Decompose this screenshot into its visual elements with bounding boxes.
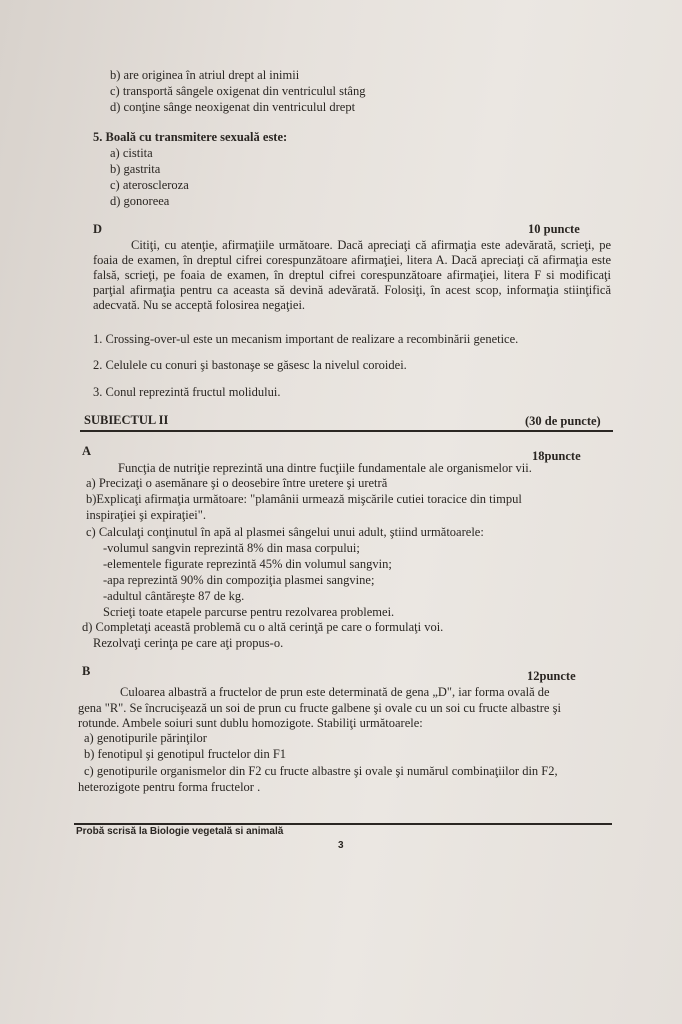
c-item-4: -adultul cântăreşte 87 de kg. [103, 589, 245, 603]
page-number: 3 [338, 840, 344, 851]
subiect-ii-title: SUBIECTUL II [84, 413, 169, 427]
section-b-line-1: Culoarea albastră a fructelor de prun este determinată de gena „D", iar forma ovală de [120, 685, 550, 699]
q5-option-d: d) gonoreea [110, 194, 170, 208]
section-a-letter: A [82, 444, 92, 458]
option-c: c) transportă sângele oxigenat din ventriculul stâng [110, 84, 366, 98]
c-item-1: -volumul sangvin reprezintă 8% din masa corpului; [103, 541, 360, 555]
section-d-points: 10 puncte [528, 222, 580, 236]
section-a-item-c: c) Calculaţi conţinutul în apă al plasmei sângelui unui adult, ştiind următoarele: [86, 525, 484, 539]
question-5-title: 5. Boală cu transmitere sexuală este: [93, 130, 288, 144]
section-a-item-b-cont: inspiraţiei şi expiraţiei". [86, 508, 207, 522]
subiect-ii-points: (30 de puncte) [525, 414, 601, 428]
option-d: d) conţine sânge neoxigenat din ventriculul drept [110, 100, 356, 114]
section-a-intro: Funcţia de nutriţie reprezintă una dintre fucţiile fundamentale ale organismelor vii. [118, 461, 532, 475]
section-a-points: 18puncte [532, 449, 581, 463]
option-b: b) are originea în atriul drept al inimii [110, 68, 300, 82]
c-item-2: -elementele figurate reprezintă 45% din volumul sangvin; [103, 557, 392, 571]
section-b-item-b: b) fenotipul şi genotipul fructelor din F1 [84, 747, 287, 761]
section-b-item-c: c) genotipurile organismelor din F2 cu fructe albastre şi ovale şi numărul combinaţiilor din F2, [84, 764, 558, 778]
d-note: Rezolvaţi cerinţa pe care aţi propus-o. [93, 636, 284, 650]
statement-1: 1. Crossing-over-ul este un mecanism important de realizare a recombinării genetice. [93, 332, 519, 346]
c-item-3: -apa reprezintă 90% din compoziţia plasmei sangvine; [103, 573, 375, 587]
q5-option-a: a) cistita [110, 146, 153, 160]
statement-3: 3. Conul reprezintă fructul molidului. [93, 385, 281, 399]
section-a-item-b: b)Explicaţi afirmaţia următoare: "plamânii urmează mişcările cutiei toracice din timpul [86, 492, 522, 506]
section-b-item-a: a) genotipurile părinţilor [84, 731, 207, 745]
section-b-item-c-cont: heterozigote pentru forma fructelor . [78, 780, 261, 794]
section-b-line-2: gena "R". Se încrucişează un soi de prun cu fructe galbene şi ovale cu un soi cu fructe albastre şi [78, 701, 561, 715]
footer-divider [74, 823, 612, 825]
section-d-letter: D [93, 222, 103, 236]
section-d-instructions: Citiţi, cu atenţie, afirmaţiile următoare. Dacă apreciaţi că afirmaţia este adevărată, scrieţi, pe foaia de examen, în dreptul cifrei corespunzătoare afirmaţiei, litera A. Dacă apreciaţi că afirmaţia este falsă, scrieţi, pe foaia de examen, în dreptul cifrei corespunzătoare afirmaţiei, litera F si modificaţi parţial afirmaţia pentru ca aceasta să devină adevărată. Folosiţi, în acest scop, informaţia stiinţifică adecvată. Nu se acceptă folosirea negaţiei. [93, 238, 611, 312]
q5-option-c: c) ateroscleroza [110, 178, 189, 192]
footer-text: Probă scrisă la Biologie vegetală si animală [76, 826, 284, 837]
section-b-line-3: rotunde. Ambele soiuri sunt dublu homozigote. Stabiliţi următoarele: [78, 716, 423, 730]
statement-2: 2. Celulele cu conuri şi bastonaşe se găsesc la nivelul coroidei. [93, 358, 407, 372]
section-a-item-d: d) Completaţi această problemă cu o altă cerinţă pe care o formulaţi voi. [82, 620, 444, 634]
subiect-divider [80, 430, 613, 432]
section-a-item-a: a) Precizaţi o asemănare şi o deosebire între uretere şi uretră [86, 476, 388, 490]
q5-option-b: b) gastrita [110, 162, 161, 176]
c-note: Scrieţi toate etapele parcurse pentru rezolvarea problemei. [103, 605, 395, 619]
section-b-points: 12puncte [527, 669, 576, 683]
section-b-letter: B [82, 664, 91, 678]
